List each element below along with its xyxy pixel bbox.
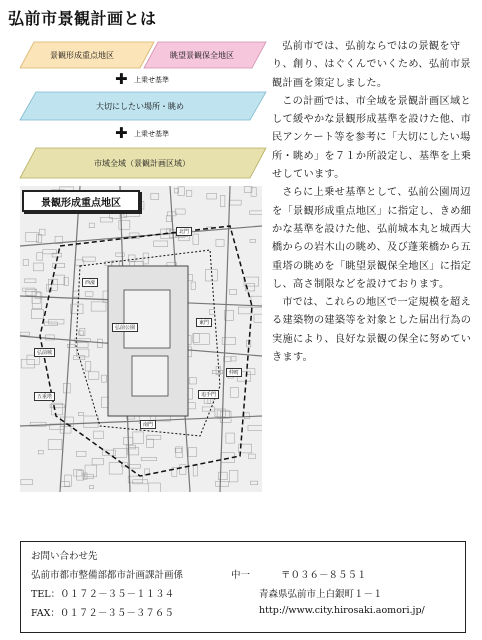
layer-important-places bbox=[18, 90, 268, 122]
contact-url-link[interactable]: http://www.city.hirosaki.aomori.jp/ bbox=[259, 605, 425, 616]
map-label-nakamachi: 仲町 bbox=[226, 368, 242, 377]
page-title: 弘前市景観計画とは bbox=[8, 9, 157, 28]
layer-city-wide bbox=[18, 146, 268, 180]
map-label-castle: 弘前城 bbox=[34, 348, 55, 357]
contact-box bbox=[20, 541, 466, 633]
map-label-north-gate: 北門 bbox=[176, 227, 192, 236]
layer-key-districts bbox=[18, 40, 268, 70]
contact-department: 弘前市都市整備部都市計画課計画係 bbox=[31, 570, 184, 581]
contact-person: 中一 bbox=[231, 570, 251, 581]
plus-icon: ✚ bbox=[115, 70, 128, 88]
map-label-east-gate: 東門 bbox=[196, 318, 212, 327]
contact-fax[interactable]: FAX：０１７２－３５－３７６５ bbox=[31, 608, 174, 619]
contact-tel: TEL：０１７２－３５－１１３４ bbox=[31, 589, 175, 600]
paragraph: 市では、これらの地区で一定規模を超える建築物の建築等を対象とした届出行為の実施により、良好な景観の保全に努めていきます。 bbox=[272, 297, 472, 364]
map-label-park: 弘前公園 bbox=[112, 323, 138, 332]
map-label-south-gate: 南門 bbox=[140, 420, 156, 429]
paragraph: 弘前市では、弘前ならではの景観を守り、創り、はぐくんでいくため、弘前市景観計画を策定しました。 bbox=[272, 41, 471, 89]
map-label-otemon: 追手門 bbox=[198, 390, 219, 399]
plus-note-1: 上乗せ基準 bbox=[134, 76, 169, 84]
plus-note-2: 上乗せ基準 bbox=[134, 130, 169, 138]
map-label-pagoda: 五重塔 bbox=[34, 392, 55, 401]
paragraph: さらに上乗せ基準として、弘前公園周辺を「景観形成重点地区」に指定し、きめ細かな基準を設けた他、弘前城本丸と城西大橋からの岩木山の眺め、及び蓬莱橋から五重塔の眺めを「眺望景観保全地区」に指定し、高さ制限などを設けております。 bbox=[272, 187, 472, 290]
layer-view-districts-label: 眺望景観保全地区 bbox=[170, 51, 234, 60]
map-label-west-moat: 西濠 bbox=[82, 278, 98, 287]
map-drawing bbox=[20, 186, 262, 492]
layer-important-places-label: 大切にしたい場所・眺め bbox=[96, 102, 184, 111]
description-text bbox=[272, 38, 476, 367]
layer-city-wide-label: 市域全域（景観計画区域） bbox=[94, 159, 190, 168]
layer-key-districts-label: 景観形成重点地区 bbox=[50, 51, 114, 60]
paragraph: この計画では、市全域を景観計画区域として緩やかな景観形成基準を設けた他、市民アンケート等を参考に「大切にしたい場所・眺め」を７１か所設定し、基準を上乗せしています。 bbox=[272, 95, 472, 181]
contact-address: 青森県弘前市上白銀町１－１ bbox=[259, 589, 383, 600]
map-title-tag: 景観形成重点地区 bbox=[22, 190, 140, 212]
contact-heading: お問い合わせ先 bbox=[31, 551, 98, 562]
plus-icon: ✚ bbox=[115, 124, 128, 142]
contact-postal: 〒０３６－８５５１ bbox=[281, 570, 367, 581]
district-map bbox=[20, 186, 262, 492]
